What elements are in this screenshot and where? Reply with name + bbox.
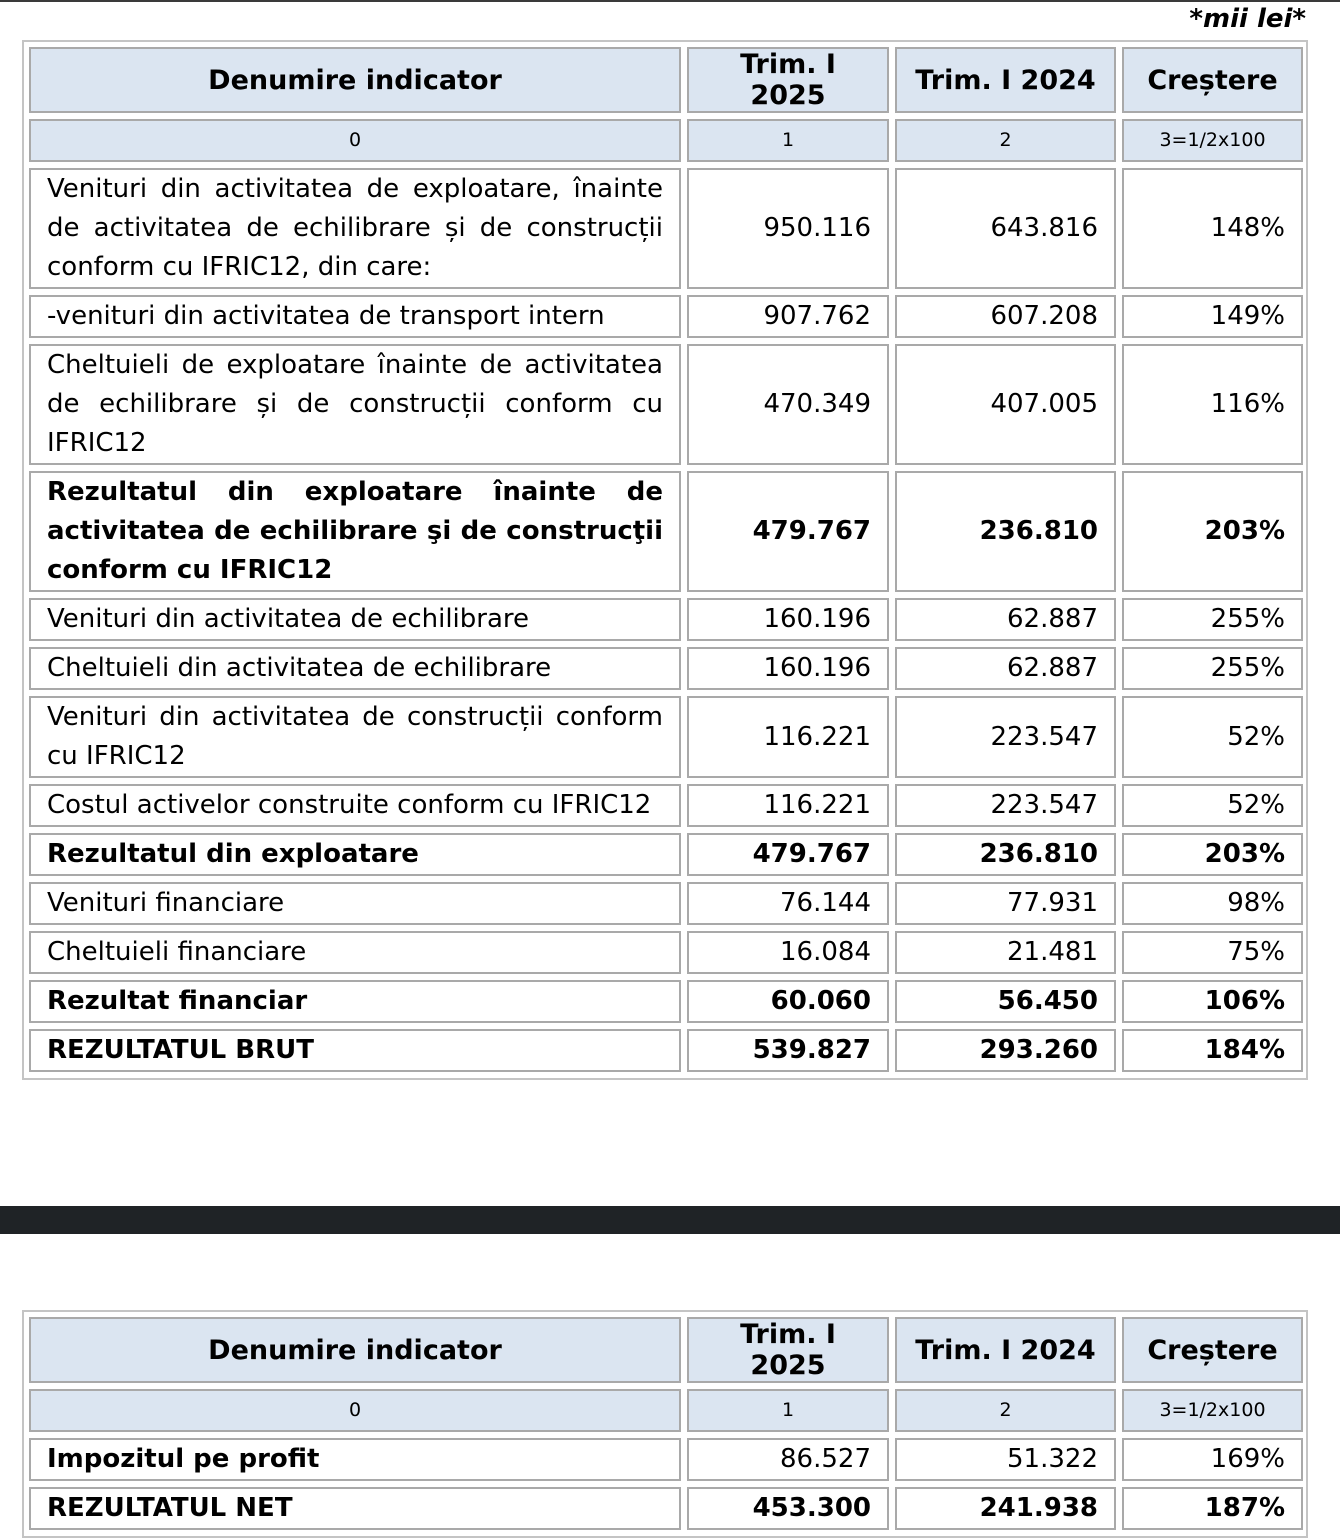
- value-2025: 950.116: [687, 168, 889, 289]
- row-label: Rezultat financiar: [29, 980, 681, 1023]
- value-2025: 116.221: [687, 696, 889, 778]
- value-2025: 16.084: [687, 931, 889, 974]
- growth-value: 203%: [1122, 833, 1303, 876]
- col-header-indicator: Denumire indicator: [29, 47, 681, 113]
- table-row: [29, 833, 1303, 876]
- growth-value: 148%: [1122, 168, 1303, 289]
- col-header-growth: Creștere: [1122, 47, 1303, 113]
- value-2024: 223.547: [895, 784, 1116, 827]
- value-2025: 470.349: [687, 344, 889, 465]
- value-2024: 62.887: [895, 647, 1116, 690]
- table-row: [29, 882, 1303, 925]
- value-2025: 160.196: [687, 598, 889, 641]
- table-row: [29, 696, 1303, 778]
- row-label: Venituri din activitatea de exploatare, înainte de activitatea de echilibrare și de construcții conform cu IFRIC12, din care:: [29, 168, 681, 289]
- row-label: Venituri din activitatea de echilibrare: [29, 598, 681, 641]
- row-label: Costul activelor construite conform cu IFRIC12: [29, 784, 681, 827]
- value-2024: 56.450: [895, 980, 1116, 1023]
- growth-value: 255%: [1122, 598, 1303, 641]
- row-label: Cheltuieli financiare: [29, 931, 681, 974]
- value-2024: 62.887: [895, 598, 1116, 641]
- value-2025: 60.060: [687, 980, 889, 1023]
- index-row: [29, 1389, 1303, 1432]
- index-cell: 2: [895, 1389, 1116, 1432]
- index-cell: 1: [687, 1389, 889, 1432]
- index-cell: 2: [895, 119, 1116, 162]
- col-header-q1-2025: Trim. I 2025: [687, 47, 889, 113]
- value-2024: 223.547: [895, 696, 1116, 778]
- index-cell: 0: [29, 1389, 681, 1432]
- row-label: Impozitul pe profit: [29, 1438, 681, 1481]
- growth-value: 149%: [1122, 295, 1303, 338]
- growth-value: 169%: [1122, 1438, 1303, 1481]
- table-row: [29, 168, 1303, 289]
- top-border-line: [0, 0, 1340, 2]
- growth-value: 187%: [1122, 1487, 1303, 1530]
- index-cell: 3=1/2x100: [1122, 1389, 1303, 1432]
- value-2025: 907.762: [687, 295, 889, 338]
- value-2025: 86.527: [687, 1438, 889, 1481]
- col-header-q1-2024: Trim. I 2024: [895, 1317, 1116, 1383]
- row-label: Rezultatul din exploatare: [29, 833, 681, 876]
- value-2024: 293.260: [895, 1029, 1116, 1072]
- growth-value: 106%: [1122, 980, 1303, 1023]
- value-2025: 479.767: [687, 833, 889, 876]
- value-2024: 407.005: [895, 344, 1116, 465]
- table-row: [29, 1487, 1303, 1530]
- growth-value: 184%: [1122, 1029, 1303, 1072]
- header-row: [29, 47, 1303, 113]
- table-row: [29, 980, 1303, 1023]
- col-header-q1-2024: Trim. I 2024: [895, 47, 1116, 113]
- value-2025: 453.300: [687, 1487, 889, 1530]
- value-2024: 607.208: [895, 295, 1116, 338]
- index-cell: 3=1/2x100: [1122, 119, 1303, 162]
- table-row: [29, 295, 1303, 338]
- row-label: Venituri financiare: [29, 882, 681, 925]
- value-2025: 479.767: [687, 471, 889, 592]
- table-row: [29, 471, 1303, 592]
- value-2025: 160.196: [687, 647, 889, 690]
- growth-value: 116%: [1122, 344, 1303, 465]
- table-row: [29, 647, 1303, 690]
- growth-value: 255%: [1122, 647, 1303, 690]
- value-2024: 77.931: [895, 882, 1116, 925]
- value-2025: 116.221: [687, 784, 889, 827]
- unit-label: *mii lei*: [1189, 4, 1306, 34]
- growth-value: 52%: [1122, 696, 1303, 778]
- value-2024: 643.816: [895, 168, 1116, 289]
- row-label: Cheltuieli din activitatea de echilibrare: [29, 647, 681, 690]
- header-row: [29, 1317, 1303, 1383]
- col-header-growth: Creștere: [1122, 1317, 1303, 1383]
- row-label: -venituri din activitatea de transport intern: [29, 295, 681, 338]
- section-separator-bar: [0, 1206, 1340, 1234]
- growth-value: 75%: [1122, 931, 1303, 974]
- row-label: REZULTATUL NET: [29, 1487, 681, 1530]
- table-row: [29, 344, 1303, 465]
- row-label: Rezultatul din exploatare înainte de activitatea de echilibrare şi de construcţii conform cu IFRIC12: [29, 471, 681, 592]
- index-cell: 1: [687, 119, 889, 162]
- table-row: [29, 931, 1303, 974]
- value-2024: 21.481: [895, 931, 1116, 974]
- value-2024: 241.938: [895, 1487, 1116, 1530]
- index-cell: 0: [29, 119, 681, 162]
- table-row: [29, 1029, 1303, 1072]
- row-label: Cheltuieli de exploatare înainte de activitatea de echilibrare și de construcții conform cu IFRIC12: [29, 344, 681, 465]
- col-header-indicator: Denumire indicator: [29, 1317, 681, 1383]
- growth-value: 98%: [1122, 882, 1303, 925]
- value-2024: 51.322: [895, 1438, 1116, 1481]
- row-label: REZULTATUL BRUT: [29, 1029, 681, 1072]
- value-2024: 236.810: [895, 833, 1116, 876]
- row-label: Venituri din activitatea de construcții conform cu IFRIC12: [29, 696, 681, 778]
- growth-value: 203%: [1122, 471, 1303, 592]
- value-2025: 76.144: [687, 882, 889, 925]
- table-row: [29, 598, 1303, 641]
- index-row: [29, 119, 1303, 162]
- table-row: [29, 784, 1303, 827]
- income-statement-table: [22, 40, 1308, 1080]
- table-row: [29, 1438, 1303, 1481]
- growth-value: 52%: [1122, 784, 1303, 827]
- col-header-q1-2025: Trim. I 2025: [687, 1317, 889, 1383]
- value-2025: 539.827: [687, 1029, 889, 1072]
- value-2024: 236.810: [895, 471, 1116, 592]
- net-result-table: [22, 1310, 1308, 1538]
